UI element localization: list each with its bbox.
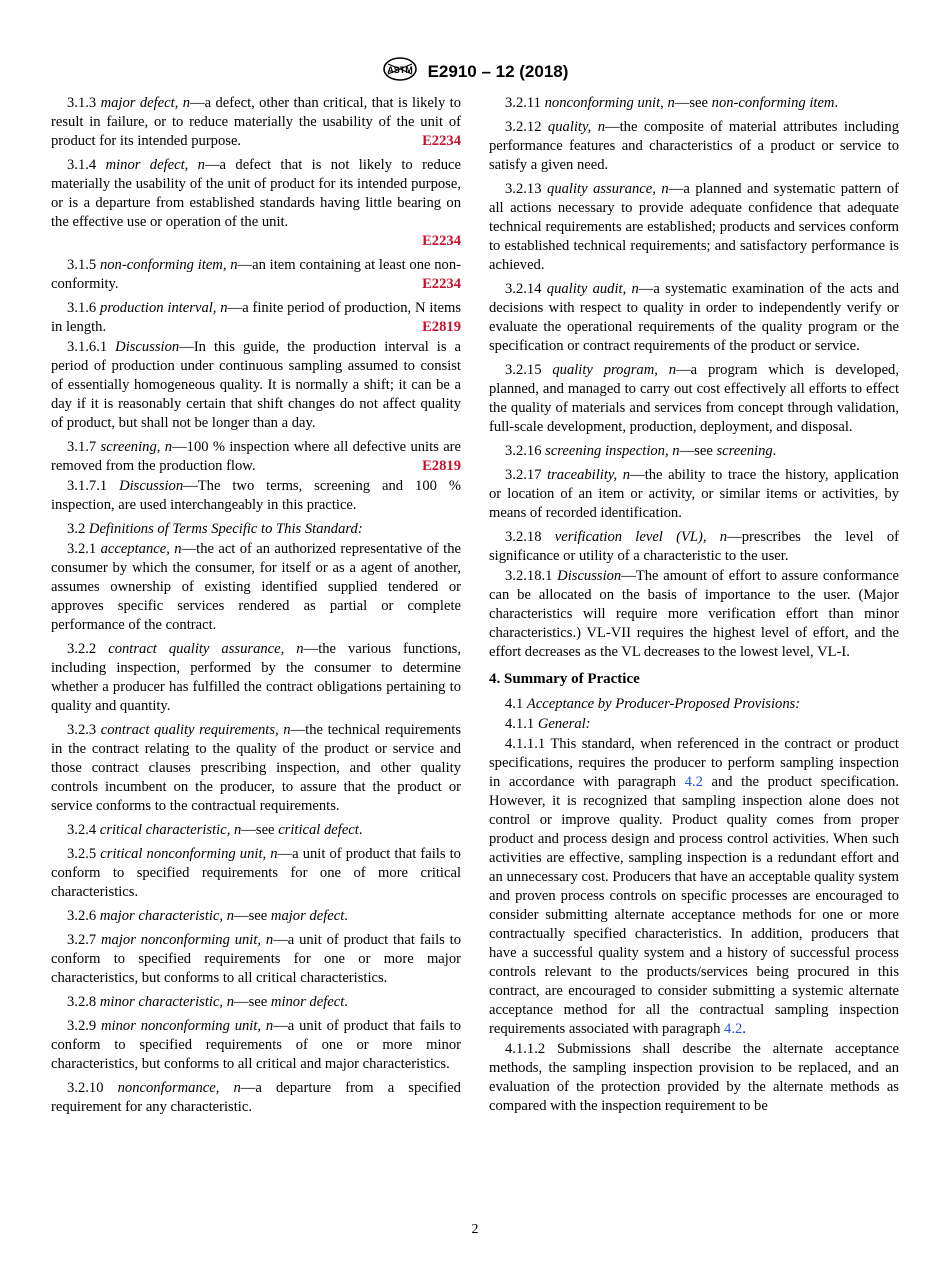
definition-3-2-2: 3.2.2 contract quality assurance, n—the various functions, including inspection, performed by the consumer to determine whether a producer has fulfilled the contract obligations pertaining to quality and quantity. — [51, 641, 461, 714]
definition-3-2-7: 3.2.7 major nonconforming unit, n—a unit of product that fails to conform to specified requirements for one or more major characteristics, but conforms to all critical characteristics. — [51, 932, 461, 986]
astm-logo-icon — [382, 56, 418, 87]
definition-3-2-5: 3.2.5 critical nonconforming unit, n—a unit of product that fails to conform to specified requirements for one of more critical characteristics. — [51, 846, 461, 900]
paragraph-4-1-1-2: 4.1.1.2 Submissions shall describe the alternate acceptance methods, the sampling inspection provision to be replaced, and an evaluation of the protection provided by the alternate methods as compared with the inspection requirement to be — [489, 1041, 899, 1114]
document-designation: E2910 – 12 (2018) — [427, 61, 569, 81]
definition-3-2-14: 3.2.14 quality audit, n—a systematic examination of the acts and decisions with respect to quality in order to independently verify or evaluate the operational requirements of the quality program or the specification or contract requirements of the product or service. — [489, 281, 899, 354]
definition-3-2-6: 3.2.6 major characteristic, n—see major defect. — [67, 908, 348, 924]
link-paragraph-4-2[interactable]: 4.2 — [724, 1021, 743, 1037]
paragraph-4-1-1: 4.1.1 General: — [505, 716, 591, 732]
definition-3-1-3: 3.1.3 major defect, n—a defect, other than critical, that is likely to result in failure, or to reduce materially the usability of the unit of product for its intended purpose. E2234 — [51, 95, 461, 149]
paragraph-4-1: 4.1 Acceptance by Producer-Proposed Provisions: — [505, 696, 801, 712]
reference-e2819[interactable]: E2819 — [422, 319, 461, 335]
left-column — [51, 94, 461, 1122]
discussion-3-1-7-1: 3.1.7.1 Discussion—The two terms, screening and 100 % inspection, are used interchangeably in this practice. — [51, 478, 461, 513]
definition-3-1-5: 3.1.5 non-conforming item, n—an item containing at least one non-conformity. E2234 — [51, 257, 461, 292]
reference-e2819[interactable]: E2819 — [422, 458, 461, 474]
definition-3-2-9: 3.2.9 minor nonconforming unit, n—a unit of product that fails to conform to specified requirements of one or more minor characteristics, but conforms to all critical and major characteristics. — [51, 1018, 461, 1072]
reference-e2234[interactable]: E2234 — [422, 133, 461, 149]
section-3-2-heading: 3.2 Definitions of Terms Specific to This Standard: — [67, 521, 363, 537]
right-column — [489, 94, 899, 1121]
discussion-3-2-18-1: 3.2.18.1 Discussion—The amount of effort to assure conformance can be allocated on the basis of importance to the user. (Major characteristics will require more verification effort than minor characteristics.) VL-VII requires the highest level of effort, and the effort decreases as the VL decreases to the lowest level, VL-I. — [489, 568, 899, 660]
section-4-heading: 4. Summary of Practice — [489, 671, 640, 687]
definition-3-2-10: 3.2.10 nonconformance, n—a departure from a specified requirement for any characteristic. — [51, 1080, 461, 1115]
definition-3-1-6: 3.1.6 production interval, n—a finite period of production, N items in length. E2819 — [51, 300, 462, 335]
definition-3-2-8: 3.2.8 minor characteristic, n—see minor defect. — [67, 994, 348, 1010]
definition-3-2-17: 3.2.17 traceability, n—the ability to trace the history, application or location of an item or activity, or similar items or activities, by means of recorded identification. — [489, 467, 899, 521]
reference-e2234[interactable]: E2234 — [422, 276, 461, 292]
definition-3-2-12: 3.2.12 quality, n—the composite of material attributes including performance features and characteristics of a product or service to satisfy a given need. — [489, 119, 899, 173]
paragraph-4-1-1-1: 4.1.1.1 This standard, when referenced in the contract or product specifications, requires the producer to perform sampling inspection in accordance with paragraph 4.2 and the product specification. However, it is recognized that sampling inspection alone does not control or improve quality. Product quality comes from proper product and process design and process control activities. When such activities are effective, sampling inspection is a redundant effort and an unnecessary cost. Producers that have an acceptable quality system and proven process controls on specific processes are encouraged to consider submitting alternate acceptance methods for one or more contractually specified characteristics. In addition, producers that have a successful quality system and a history of successful process controls relevant to the products/services being procured in this contract, are encouraged to consider submitting a systemic alternate acceptance method for all the contractual sampling inspection requirements associated with paragraph 4.2. — [489, 736, 899, 1037]
definition-3-2-4: 3.2.4 critical characteristic, n—see critical defect. — [67, 822, 363, 838]
definition-3-2-18: 3.2.18 verification level (VL), n—prescribes the level of significance or utility of a characteristic to the user. — [489, 529, 899, 564]
definition-3-2-15: 3.2.15 quality program, n—a program which is developed, planned, and managed to carry out cost effectively all efforts to effect the quality of materials and services from concept through validation, full-scale development, production, deployment, and disposal. — [489, 362, 900, 435]
link-paragraph-4-2[interactable]: 4.2 — [684, 774, 703, 790]
definition-3-2-1: 3.2.1 acceptance, n—the act of an authorized representative of the consumer by which the consumer, for itself or as a agent of another, assumes ownership of existing identified supplied tendered or approves specific services rendered as partial or complete performance of the contract. — [51, 541, 461, 633]
definition-3-2-3: 3.2.3 contract quality requirements, n—the technical requirements in the contract relating to the quality of the product or service and those contract clauses prescribing inspection, and other quality controls incumbent on the producer, to assure that the product or service conforms to the contractual requirements. — [51, 722, 461, 814]
definition-3-2-13: 3.2.13 quality assurance, n—a planned and systematic pattern of all actions necessary to provide adequate confidence that adequate technical requirements are established; products and services conform to established technical requirements; and satisfactory performance is achieved. — [489, 181, 899, 273]
discussion-3-1-6-1: 3.1.6.1 Discussion—In this guide, the production interval is a period of production under continuous sampling assumed to consist of essentially homogeneous quality. It is normally a shift; it can be a day if it is reasonably certain that shift changes do not affect quality of product, but shall not be longer than a day. — [51, 339, 461, 431]
definition-3-2-11: 3.2.11 nonconforming unit, n—see non-conforming item. — [505, 95, 839, 111]
page-number: 2 — [471, 1222, 479, 1237]
svg-text:ASTM: ASTM — [386, 65, 413, 75]
definition-3-1-4: 3.1.4 minor defect, n—a defect that is not likely to reduce materially the usability of the unit of product for its intended purpose, or is a departure from established standards having little bearing on the effective use or operation of the unit. E2234 — [51, 157, 461, 249]
definition-3-2-16: 3.2.16 screening inspection, n—see screening. — [505, 443, 777, 459]
definition-3-1-7: 3.1.7 screening, n—100 % inspection where all defective units are removed from the production flow. E2819 — [51, 439, 462, 474]
reference-e2234[interactable]: E2234 — [422, 233, 461, 249]
page-header — [0, 56, 950, 86]
